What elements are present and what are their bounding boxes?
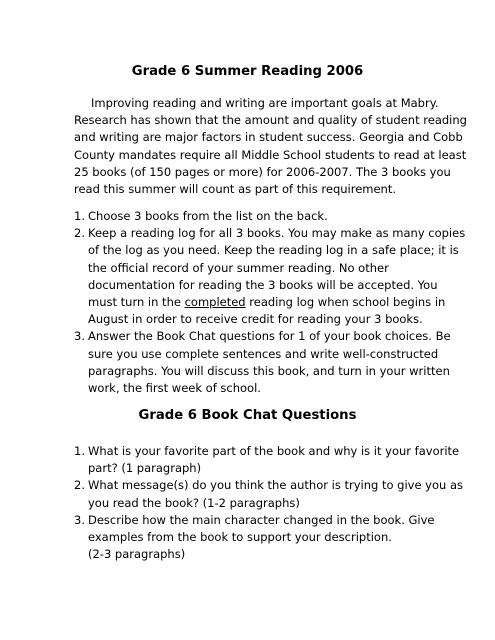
instruction-item: [74, 328, 459, 397]
section-title: Grade 6 Book Chat Questions: [138, 408, 357, 423]
item-number: 3.: [74, 512, 85, 527]
item-number: 1.: [74, 209, 85, 223]
intro-line: Improving reading and writing are important goals at Mabry.: [91, 96, 439, 110]
intro-paragraph: [74, 95, 467, 198]
item-number: 3.: [74, 329, 85, 344]
item-line: work, the first week of school.: [88, 381, 261, 396]
item-line: you read the book? (1-2 paragraphs): [88, 495, 300, 510]
item-number: 2.: [74, 226, 85, 241]
item-line: Describe how the main character changed in the book. Give: [88, 512, 435, 527]
item-line: examples from the book to support your description.: [88, 530, 392, 545]
question-item: [74, 512, 459, 564]
intro-line: 25 books (of 150 pages or more) for 2006-2007. The 3 books you: [74, 164, 451, 179]
page-title: Grade 6 Summer Reading 2006: [131, 64, 364, 79]
item-line: of the log as you need. Keep the reading log in a safe place; it is: [88, 243, 459, 258]
item-number: 2.: [74, 478, 85, 493]
item-line: What is your favorite part of the book and why is it your favorite: [88, 444, 460, 458]
item-line: sure you use complete sentences and write well-constructed: [88, 346, 439, 361]
intro-line: Research has shown that the amount and quality of student reading: [74, 113, 467, 128]
instruction-item: [74, 208, 459, 225]
item-line: documentation for reading the 3 books will be accepted. You: [88, 277, 438, 292]
item-line: Answer the Book Chat questions for 1 of your book choices. Be: [88, 329, 451, 344]
item-line: paragraphs. You will discuss this book, and turn in your written: [88, 363, 450, 378]
item-line: What message(s) do you think the author is trying to give you as: [88, 478, 464, 493]
question-list: [74, 443, 464, 563]
text-fragment: reading log when school begins in: [245, 295, 446, 310]
item-line: August in order to receive credit for reading your 3 books.: [88, 312, 423, 327]
item-line: part? (1 paragraph): [88, 461, 202, 476]
item-number: 1.: [74, 444, 85, 458]
intro-line: County mandates require all Middle School students to read at least: [74, 147, 467, 162]
item-line: Choose 3 books from the list on the back.: [88, 209, 328, 223]
item-line: (2-3 paragraphs): [88, 547, 186, 562]
underlined-word: completed: [184, 295, 246, 310]
item-line: the official record of your summer reading. No other: [88, 260, 389, 275]
question-item: [74, 443, 459, 477]
intro-line: read this summer will count as part of this requirement.: [74, 182, 397, 197]
item-line-with-underline: [88, 294, 459, 311]
intro-line: and writing are major factors in student success. Georgia and Cobb: [74, 130, 463, 145]
question-item: [74, 477, 464, 511]
text-fragment: must turn in the: [88, 295, 185, 310]
item-line: Keep a reading log for all 3 books. You may make as many copies: [88, 226, 466, 241]
instruction-item: [74, 225, 466, 328]
instruction-list: [74, 208, 466, 397]
